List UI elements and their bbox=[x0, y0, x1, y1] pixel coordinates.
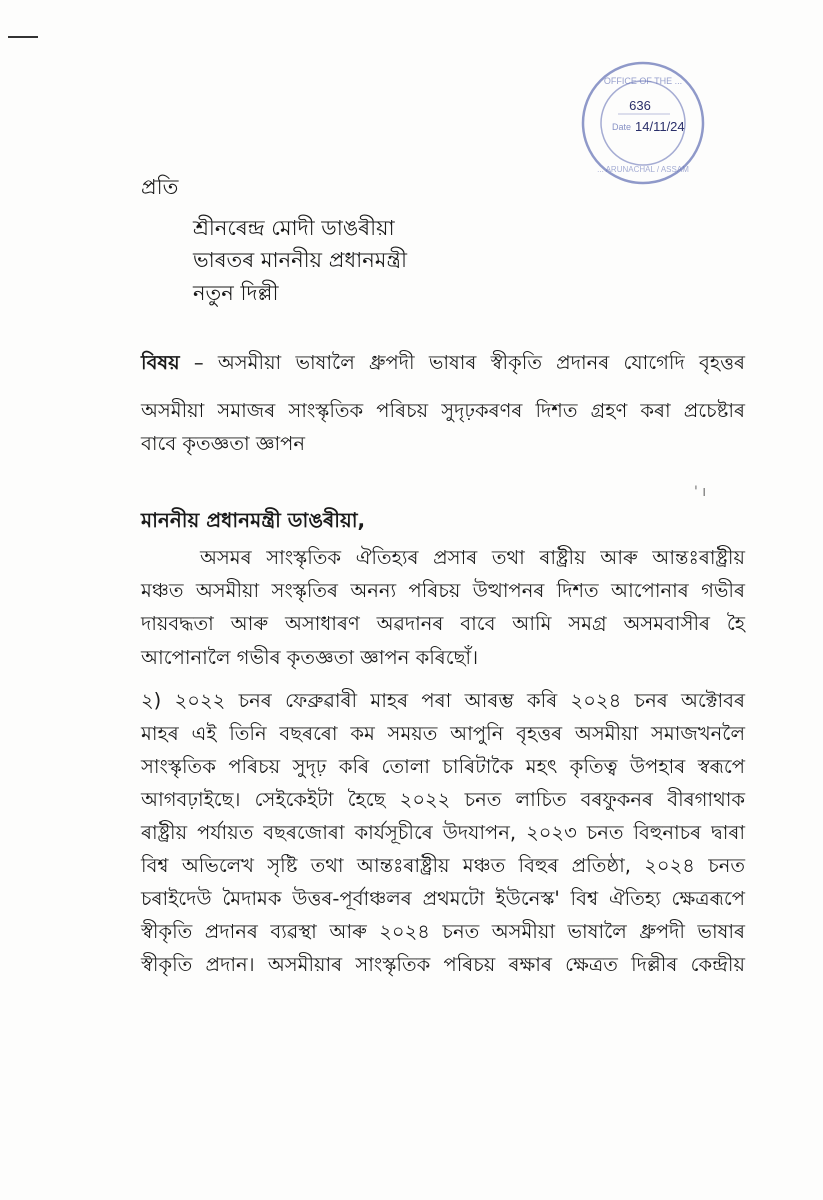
stamp-seal-icon bbox=[578, 58, 708, 188]
salutation: মাননীয় প্ৰধানমন্ত্ৰী ডাঙৰীয়া, bbox=[141, 508, 366, 532]
stamp-ring-bottom: ... ARUNACHAL / ASSAM bbox=[597, 165, 689, 174]
stamp-number: 636 bbox=[629, 98, 651, 113]
address-line-1: শ্ৰীনৰেন্দ্ৰ মোদী ডাঙৰীয়া bbox=[193, 216, 395, 240]
para2-line-1: ২) ২০২২ চনৰ ফেব্ৰুৱাৰী মাহৰ পৰা আৰম্ভ কৰি ২০২৪ চনৰ অক্টোবৰ bbox=[141, 689, 745, 712]
paper-speck: ' ı bbox=[694, 484, 707, 500]
stamp-ring-top: OFFICE OF THE ... bbox=[603, 76, 683, 86]
para1-line-1: অসমৰ সাংস্কৃতিক ঐতিহ্যৰ প্ৰসাৰ তথা ৰাষ্ট্ৰীয় আৰু আন্তঃৰাষ্ট্ৰীয় bbox=[200, 546, 745, 569]
margin-mark bbox=[8, 36, 38, 38]
subject-line-1 bbox=[141, 348, 745, 378]
subject-label: বিষয় bbox=[141, 351, 180, 374]
received-stamp bbox=[578, 58, 708, 188]
address-line-2: ভাৰতৰ মাননীয় প্ৰধানমন্ত্ৰী bbox=[193, 248, 408, 272]
para2-line-4: আগবঢ়াইছে। সেইকেইটা হৈছে ২০২২ চনত লাচিত বৰফুকনৰ বীৰগাথাক bbox=[141, 788, 745, 811]
para2-line-5: ৰাষ্ট্ৰীয় পৰ্যায়ত বছৰজোৰা কাৰ্যসূচীৰে উদযাপন, ২০২৩ চনত বিহুনাচৰ দ্বাৰা bbox=[141, 821, 745, 844]
para2-line-9: স্বীকৃতি প্ৰদান। অসমীয়াৰ সাংস্কৃতিক পৰিচয় ৰক্ষাৰ ক্ষেত্ৰত দিল্লীৰ কেন্দ্ৰীয় bbox=[141, 953, 745, 976]
to-label: প্ৰতি bbox=[141, 175, 179, 199]
para2-line-7: চৰাইদেউ মৈদামক উত্তৰ-পূৰ্বাঞ্চলৰ প্ৰথমটো ইউনেস্ক' বিশ্ব ঐতিহ্য ক্ষেত্ৰৰূপে bbox=[141, 887, 745, 910]
para2-line-6: বিশ্ব অভিলেখ সৃষ্টি তথা আন্তঃৰাষ্ট্ৰীয় মঞ্চত বিহুৰ প্ৰতিষ্ঠা, ২০২৪ চনত bbox=[141, 854, 745, 877]
para1-line-2: মঞ্চত অসমীয়া সংস্কৃতিৰ অনন্য পৰিচয় উত্থাপনৰ দিশত আপোনাৰ গভীৰ bbox=[141, 579, 745, 602]
para2-line-3: সাংস্কৃতিক পৰিচয় সুদৃঢ় কৰি তোলা চাৰিটাকৈ মহৎ কৃতিত্ব উপহাৰ স্বৰূপে bbox=[141, 755, 745, 778]
address-line-3: নতুন দিল্লী bbox=[193, 281, 279, 305]
para2-line-2: মাহৰ এই তিনি বছৰৰো কম সময়ত আপুনি বৃহত্তৰ অসমীয়া সমাজখনলৈ bbox=[141, 722, 745, 745]
stamp-date-label: Date bbox=[612, 122, 632, 132]
subject-line-2: অসমীয়া সমাজৰ সাংস্কৃতিক পৰিচয় সুদৃঢ়কৰণৰ দিশত গ্ৰহণ কৰা প্ৰচেষ্টাৰ bbox=[141, 399, 745, 422]
subject-line-3: বাবে কৃতজ্ঞতা জ্ঞাপন bbox=[141, 432, 306, 455]
para1-line-3: দায়বদ্ধতা আৰু অসাধাৰণ অৱদানৰ বাবে আমি সমগ্ৰ অসমবাসীৰ হৈ bbox=[141, 612, 745, 635]
para2-line-8: স্বীকৃতি প্ৰদানৰ ব্যৱস্থা আৰু ২০২৪ চনত অসমীয়া ভাষালৈ ধ্ৰুপদী ভাষাৰ bbox=[141, 920, 745, 943]
stamp-date-value: 14/11/24 bbox=[635, 119, 685, 134]
subject-text-1: – অসমীয়া ভাষালৈ ধ্ৰুপদী ভাষাৰ স্বীকৃতি প্ৰদানৰ যোগেদি বৃহত্তৰ bbox=[179, 351, 745, 374]
para1-line-4: আপোনালৈ গভীৰ কৃতজ্ঞতা জ্ঞাপন কৰিছোঁ। bbox=[141, 646, 479, 669]
